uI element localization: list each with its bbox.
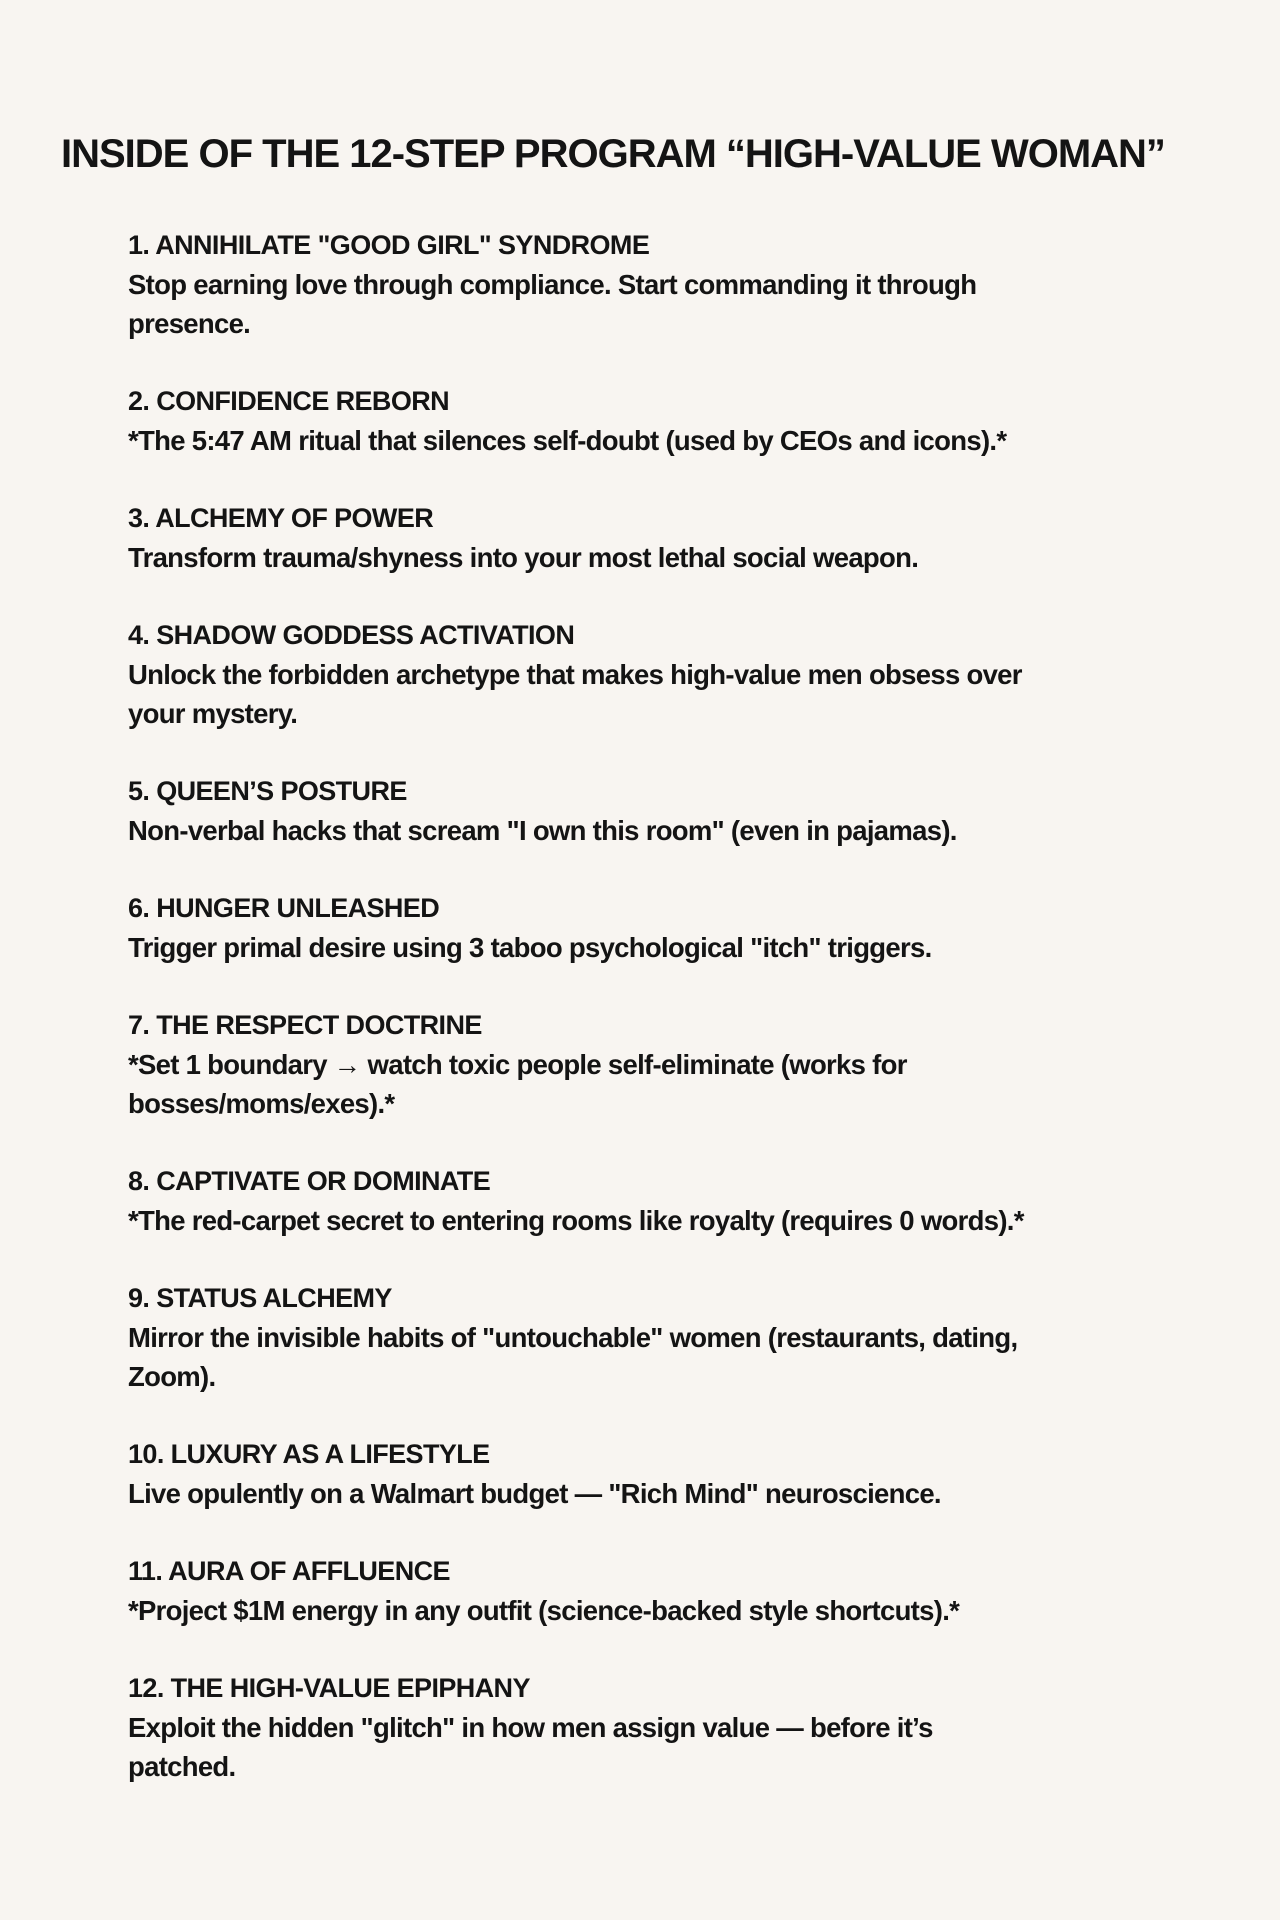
step-description: Unlock the forbidden archetype that makes high-value men obsess over your mystery. xyxy=(128,659,1022,729)
step-list xyxy=(0,226,1030,1825)
step-item xyxy=(128,1552,1030,1630)
step-heading: 8. CAPTIVATE OR DOMINATE xyxy=(128,1166,491,1196)
step-item xyxy=(128,772,1030,850)
step-heading: 6. HUNGER UNLEASHED xyxy=(128,893,440,923)
step-description: Live opulently on a Walmart budget — "Rich Mind" neuroscience. xyxy=(128,1478,941,1509)
step-heading: 1. ANNIHILATE "GOOD GIRL" SYNDROME xyxy=(128,230,650,260)
step-description: Exploit the hidden "glitch" in how men assign value — before it’s patched. xyxy=(128,1712,933,1782)
step-description: Transform trauma/shyness into your most lethal social weapon. xyxy=(128,542,919,573)
step-description: *Set 1 boundary → watch toxic people self-eliminate (works for bosses/moms/exes).* xyxy=(128,1049,907,1119)
step-description: *The 5:47 AM ritual that silences self-doubt (used by CEOs and icons).* xyxy=(128,425,1007,456)
step-heading: 2. CONFIDENCE REBORN xyxy=(128,386,450,416)
step-item xyxy=(128,616,1030,733)
step-heading: 9. STATUS ALCHEMY xyxy=(128,1283,392,1313)
step-heading: 7. THE RESPECT DOCTRINE xyxy=(128,1010,482,1040)
step-item xyxy=(128,1435,1030,1513)
step-item xyxy=(128,226,1030,343)
page-title: INSIDE OF THE 12-STEP PROGRAM “HIGH-VALUE WOMAN” xyxy=(61,132,1165,176)
step-item xyxy=(128,1006,1030,1123)
step-description: *Project $1M energy in any outfit (science-backed style shortcuts).* xyxy=(128,1595,960,1626)
step-item xyxy=(128,499,1030,577)
step-item xyxy=(128,1279,1030,1396)
step-heading: 3. ALCHEMY OF POWER xyxy=(128,503,434,533)
step-description: Mirror the invisible habits of "untouchable" women (restaurants, dating, Zoom). xyxy=(128,1322,1018,1392)
step-description: *The red-carpet secret to entering rooms like royalty (requires 0 words).* xyxy=(128,1205,1024,1236)
step-description: Trigger primal desire using 3 taboo psychological "itch" triggers. xyxy=(128,932,932,963)
step-heading: 10. LUXURY AS A LIFESTYLE xyxy=(128,1439,490,1469)
step-item xyxy=(128,1162,1030,1240)
step-heading: 12. THE HIGH-VALUE EPIPHANY xyxy=(128,1673,530,1703)
step-heading: 5. QUEEN’S POSTURE xyxy=(128,776,407,806)
step-description: Non-verbal hacks that scream "I own this room" (even in pajamas). xyxy=(128,815,957,846)
step-description: Stop earning love through compliance. Start commanding it through presence. xyxy=(128,269,977,339)
step-heading: 11. AURA OF AFFLUENCE xyxy=(128,1556,450,1586)
step-heading: 4. SHADOW GODDESS ACTIVATION xyxy=(128,620,575,650)
step-item xyxy=(128,889,1030,967)
step-item xyxy=(128,382,1030,460)
step-item xyxy=(128,1669,1030,1786)
